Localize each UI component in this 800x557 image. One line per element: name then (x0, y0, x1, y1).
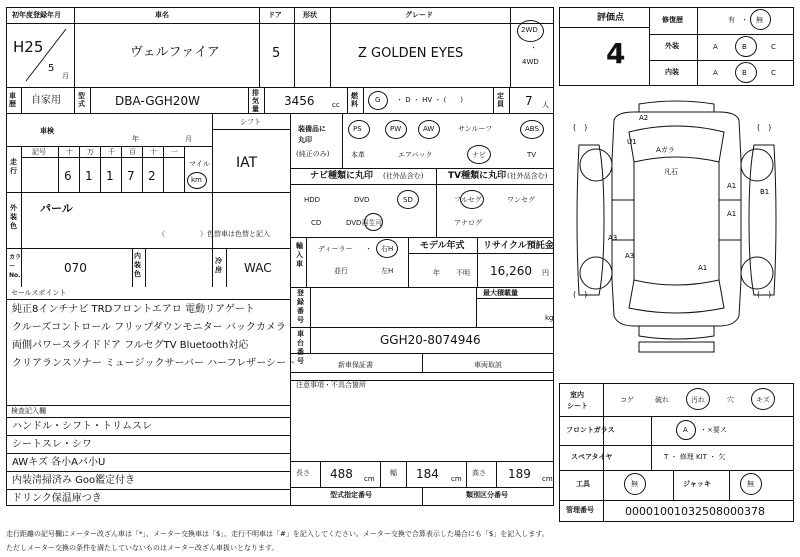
shift-value: IAT (236, 155, 258, 171)
drive-2wd: 2WD (521, 26, 538, 34)
mile-label: マイル (189, 160, 210, 168)
inspection-line: 内装清掃済み Goo鑑定付き (12, 475, 136, 486)
seat-yabure: 破れ (655, 396, 669, 404)
tv-fullseg: フルセグ (454, 196, 482, 204)
shaken-month-unit: 月 (185, 135, 192, 143)
repair-no: 無 (756, 16, 763, 24)
equip-leather: 本革 (351, 151, 365, 159)
front-glass-x: ・×要ス (700, 426, 727, 434)
chassis-value: GGH20-8074946 (380, 333, 481, 347)
type-designation-label: 型式指定番号 (330, 491, 372, 499)
shaken-label: 車検 (40, 127, 54, 135)
mgmt-value: 00001001032508000378 (625, 505, 765, 518)
cc-unit: cc (332, 101, 340, 109)
mark-a3-right: A3 (625, 252, 635, 260)
navi-dvd-play: DVD再生可 (346, 219, 383, 227)
tv-analog: アナログ (454, 219, 482, 227)
mileage-digit: 1 (85, 169, 93, 183)
mileage-digit: 6 (64, 169, 72, 183)
sales-point-line: クルーズコントロール フリップダウンモニター バックカメラ (12, 322, 286, 333)
exterior-b: B (742, 43, 747, 51)
inspection-line: シートスレ・シワ (12, 439, 92, 450)
seat-yogore: 汚れ (691, 396, 705, 404)
equip-airbag: エアバック (398, 151, 433, 159)
digit-header: 千 (108, 148, 115, 156)
exterior-a: A (713, 43, 718, 51)
recycle-yen: 円 (542, 269, 549, 277)
jack-no: 無 (747, 480, 754, 488)
seat-ana: 穴 (727, 396, 734, 404)
equip-abs: ABS (525, 125, 539, 133)
navi-sd: SD (403, 196, 413, 204)
color-no-value: 070 (64, 261, 87, 275)
import-dot: ・ (365, 245, 372, 253)
reg-month-value: 5 (48, 63, 55, 74)
ac-value: WAC (244, 261, 272, 275)
model-year-unknown: 不明 (456, 269, 470, 277)
interior-a: A (713, 69, 718, 77)
car-name-label: 車名 (155, 11, 169, 19)
equipment-sub-label: (純正のみ) (296, 150, 330, 158)
inspection-line: AWキズ 各小Aパ小U (12, 457, 106, 468)
equipment-label: 装備品に (298, 125, 326, 133)
door-value: 5 (272, 46, 281, 61)
color-label: 外装色 (10, 204, 17, 230)
navi-cd: CD (311, 219, 322, 227)
sales-point-line: 両側パワースライドドア フルセグTV Bluetooth対応 (12, 340, 249, 351)
height-value: 189 (508, 467, 531, 481)
front-glass-a: A (683, 426, 688, 434)
jack-label: ジャッキ (683, 480, 711, 488)
navi-type-label: ナビ種類に丸印 (310, 171, 374, 181)
equip-pw: PW (390, 125, 402, 133)
navi-dvd: DVD (354, 196, 370, 204)
svg-text:( ): ( ) (573, 123, 588, 132)
registration-label: 登録番号 (297, 289, 304, 324)
drive-dot: ・ (530, 44, 537, 52)
seat-kizu: キズ (756, 396, 770, 404)
footer-line-2: ただしメーター交換の条件を満たしていないものはメーター改ざん車扱いとなります。 (6, 544, 279, 552)
digit-header: 百 (129, 148, 136, 156)
inspection-label: 検査記入欄 (11, 407, 46, 415)
equip-ps: PS (353, 125, 362, 133)
chassis-label: 車台番号 (297, 330, 304, 365)
equip-sunroof: サンルーフ (458, 125, 493, 133)
import-right-h: 右H (381, 245, 394, 253)
max-load-label: 最大積載量 (483, 289, 518, 297)
door-label: ドア (268, 11, 282, 19)
import-parallel: 並行 (334, 267, 348, 275)
ac-label: 冷房 (215, 257, 222, 274)
inspection-line: ドリンク保温庫つき (12, 493, 102, 504)
tv-type-label: TV種類に丸印 (448, 171, 507, 181)
mileage-digit: 7 (127, 169, 135, 183)
model-label: 型式 (78, 92, 85, 108)
recycle-value: 16,260 (490, 264, 532, 278)
color-value: パール (40, 202, 73, 215)
room-seat-label: 室内 (570, 391, 584, 399)
svg-text:( ): ( ) (757, 123, 772, 132)
digit-header: 十 (150, 148, 157, 156)
capacity-label: 定員 (497, 92, 504, 108)
tv-type-sub: (社外品含む) (507, 172, 548, 180)
max-load-kg: kg (545, 314, 554, 322)
score-label: 評価点 (597, 13, 625, 23)
capacity-value: 7 (525, 94, 533, 108)
month-unit: 月 (62, 72, 69, 80)
mark-pillar: 凡石 (664, 168, 678, 176)
digit-header: 十 (66, 148, 73, 156)
width-cm: cm (451, 475, 462, 483)
model-year-label: モデル年式 (420, 241, 465, 251)
mark-a1-bottom: A1 (698, 264, 708, 272)
interior-label: 内装 (665, 68, 679, 76)
navi-type-sub: (社外品含む) (383, 172, 424, 180)
car-damage-diagram (559, 90, 794, 375)
model-value: DBA-GGH20W (115, 94, 200, 108)
svg-text:( ): ( ) (573, 290, 588, 299)
digit-header: 一 (171, 148, 178, 156)
inspection-line: ハンドル・シフト・トリムスレ (12, 421, 152, 432)
tools-label: 工具 (576, 480, 590, 488)
tools-no: 無 (631, 480, 638, 488)
room-seat-label-2: シート (567, 402, 588, 410)
equip-aw: AW (423, 125, 435, 133)
sales-point-line: クリアランスソナー ミュージックサーバー ハーフレザーシート (12, 358, 297, 369)
equip-navi: ナビ (472, 151, 486, 159)
digit-header: 万 (87, 148, 94, 156)
spare-tire-options: T ・ 修理 KIT ・ 欠 (664, 453, 726, 461)
width-label: 幅 (390, 469, 397, 477)
fuel-label: 燃料 (351, 92, 358, 108)
mileage-digit: 1 (106, 169, 114, 183)
score-value: 4 (606, 37, 626, 70)
front-glass-label: フロントガラス (566, 426, 615, 434)
capacity-unit: 人 (542, 101, 549, 109)
exterior-c: C (771, 43, 776, 51)
exterior-label: 外装 (665, 42, 679, 50)
interior-b: B (742, 69, 747, 77)
seat-koge: コゲ (620, 396, 634, 404)
color-note: （ ）色替車は色替と記入 (158, 230, 270, 238)
shift-label: シフト (240, 118, 261, 126)
notes-label: 注意事項・不具合箇所 (296, 381, 366, 389)
model-year-unit: 年 (433, 269, 440, 277)
mileage-mark-label: 記号 (32, 148, 46, 156)
length-cm: cm (364, 475, 375, 483)
car-name-value: ヴェルファイア (130, 45, 220, 60)
fuel-g: G (375, 96, 381, 104)
footer-line-1: 走行距離の記号欄にメーター改ざん車は「*」、メーター交換車は「$」、走行不明車は「#」を記入してください。メーター交換で合算表示した場合にも「$」を記入します。 (6, 530, 549, 538)
equipment-label-2: 丸印 (298, 136, 312, 144)
fuel-options: ・ D ・ HV ・ ( ) (396, 96, 464, 104)
length-label: 長さ (296, 469, 310, 477)
recycle-label: リサイクル預託金 (483, 241, 554, 251)
spare-tire-label: スペアタイヤ (571, 453, 613, 461)
displacement-label: 排気量 (252, 89, 259, 113)
reg-year-value: H25 (13, 38, 44, 56)
interior-color-label: 内装色 (134, 252, 141, 278)
import-left-h: 左H (381, 267, 394, 275)
sales-point-line: 純正8インチナビ TRDフロントエアロ 電動リアゲート (12, 304, 255, 315)
mark-a3-left: A3 (608, 234, 618, 242)
grade-value: Z GOLDEN EYES (358, 46, 464, 61)
import-dealer: ディーラー (318, 245, 353, 253)
mark-b1: B1 (760, 188, 770, 196)
width-value: 184 (416, 467, 439, 481)
shape-label: 形状 (303, 11, 317, 19)
mark-a2: A2 (639, 114, 649, 122)
mark-a-glass: Aガラ (656, 146, 675, 154)
shaken-year-unit: 年 (132, 135, 139, 143)
repair-label: 修復歴 (662, 16, 683, 24)
mileage-digit: 2 (148, 169, 156, 183)
height-cm: cm (542, 475, 553, 483)
tv-oneseg: ワンセグ (507, 196, 535, 204)
category-number-label: 類別区分番号 (466, 491, 508, 499)
new-car-warranty: 新車保証書 (338, 361, 373, 369)
mark-a1-right: A1 (727, 182, 737, 190)
length-value: 488 (330, 467, 353, 481)
svg-text:( ): ( ) (757, 290, 772, 299)
repair-dot: ・ (741, 16, 748, 24)
km-label: km (191, 176, 202, 184)
height-label: 高さ (472, 469, 486, 477)
car-manual: 車両取説 (474, 361, 502, 369)
import-label: 輸入車 (296, 242, 303, 268)
grade-label: グレード (405, 11, 433, 19)
mileage-label: 走行 (10, 158, 17, 175)
usage-value: 自家用 (31, 95, 61, 106)
mgmt-label: 管理番号 (566, 506, 594, 514)
color-no-label: カラーNo. (9, 254, 22, 279)
repair-yes: 有 (728, 16, 735, 24)
mark-u1: U1 (627, 138, 637, 146)
drive-4wd: 4WD (522, 58, 539, 66)
sales-points-label: セールスポイント (11, 289, 67, 297)
navi-hdd: HDD (304, 196, 321, 204)
mark-a1-left: A1 (727, 210, 737, 218)
reg-year-label: 初年度登録年月 (12, 11, 61, 19)
interior-c: C (771, 69, 776, 77)
usage-label: 車歴 (9, 92, 16, 108)
displacement-value: 3456 (284, 94, 315, 108)
equip-tv: TV (527, 151, 537, 159)
